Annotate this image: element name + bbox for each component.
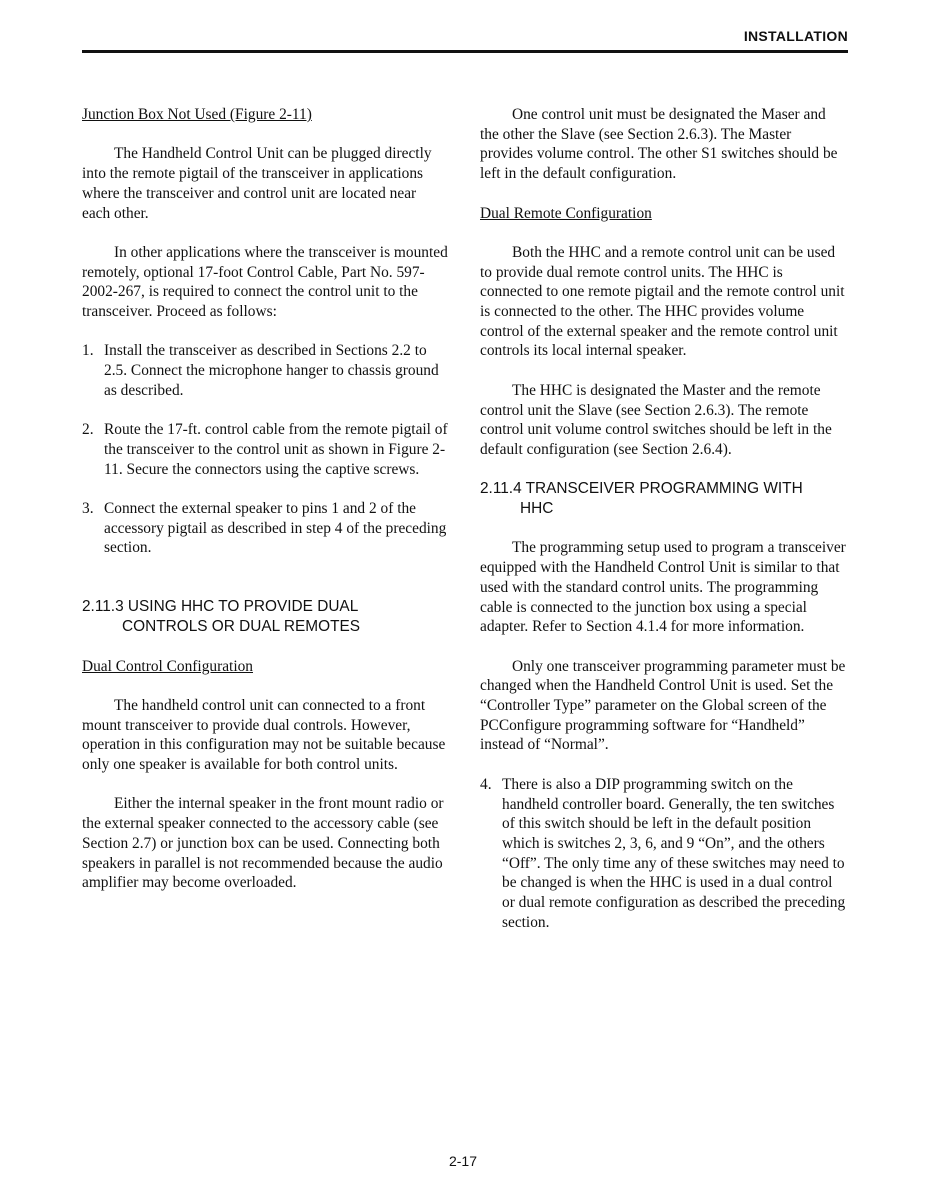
list-item-text: Connect the external speaker to pins 1 and 2 of the accessory pigtail as described in step 4 of the preceding section. — [104, 499, 447, 557]
list-item-text: Install the transceiver as described in Sections 2.2 to 2.5. Connect the microphone hanger to chassis ground as described. — [104, 342, 439, 399]
list-item-number: 4. — [480, 775, 492, 793]
paragraph: Only one transceiver programming parameter must be changed when the Handheld Control Unit is used. Set the “Controller Type” parameter on the Global screen of the PCConfigure programming software for “Handheld” instead of “Normal”. — [480, 657, 846, 754]
list-item-number: 2. — [82, 421, 94, 439]
list-item-text: There is also a DIP programming switch on the handheld controller board. Generally, the ten switches of this switch should be left in the default position which is switches 2, 3, 6, and 9 “On”, and the others “Off”. The only time any of these switches may need to be changed is when the HHC is used in a dual control or dual remote configuration as described the preceding section. — [502, 775, 846, 931]
section-heading-2-11-3 — [82, 597, 448, 636]
list-item — [82, 420, 448, 479]
paragraph: One control unit must be designated the Maser and the other the Slave (see Section 2.6.3). The Master provides volume control. The other S1 switches should be left in the default configuration. — [480, 106, 838, 183]
page-number: 2-17 — [448, 1153, 478, 1169]
procedure-steps — [82, 341, 448, 558]
left-column — [82, 105, 448, 913]
paragraph: Either the internal speaker in the front mount radio or the external speaker connected to the accessory cable (see Section 2.7) or junction box can be used. Connecting both speakers in parallel is not recommended because the audio amplifier may become overloaded. — [82, 795, 444, 892]
list-item-number: 1. — [82, 342, 94, 360]
paragraph: The handheld control unit can connected to a front mount transceiver to provide dual controls. However, operation in this configuration may not be suitable because only one speaker is available for both control units. — [82, 696, 446, 774]
paragraph: The HHC is designated the Master and the remote control unit the Slave (see Section 2.6.3). The remote control unit volume control switches should be left in the default configuration (see Section 2.6.4). — [480, 381, 832, 458]
heading-line: 2.11.4 TRANSCEIVER PROGRAMMING WITH — [480, 480, 803, 498]
page-footer — [0, 1153, 926, 1169]
list-item — [480, 775, 846, 933]
heading-line: CONTROLS OR DUAL REMOTES — [122, 618, 361, 636]
list-item — [82, 499, 448, 558]
list-item-text: Route the 17-ft. control cable from the remote pigtail of the transceiver to the control unit as shown in Figure 2-11. Secure the connectors using the captive screws. — [104, 421, 448, 478]
subheading-dual-remote: Dual Remote Configuration — [480, 204, 652, 222]
list-item — [82, 341, 448, 400]
subheading-junction-box: Junction Box Not Used (Figure 2-11) — [82, 106, 312, 123]
right-column — [480, 105, 846, 952]
header-section-title: INSTALLATION — [743, 28, 848, 44]
paragraph: Both the HHC and a remote control unit can be used to provide dual remote control units. The HHC is connected to one remote pigtail and the remote control unit is connected to the other. The HHC provides volume control of the external speaker and the remote control unit controls its local internal speaker. — [480, 243, 845, 360]
procedure-steps — [480, 775, 846, 933]
list-item-number: 3. — [82, 499, 94, 517]
heading-line: HHC — [520, 500, 554, 517]
subheading-dual-control: Dual Control Configuration — [82, 657, 253, 675]
paragraph: The programming setup used to program a transceiver equipped with the Handheld Control Unit is similar to that used with the standard control units. The programming cable is connected to the junction box using a special adapter. Refer to Section 4.1.4 for more information. — [480, 539, 846, 636]
paragraph: In other applications where the transceiver is mounted remotely, optional 17-foot Control Cable, Part No. 597-2002-267, is required to connect the control unit to the transceiver. Proceed as follows: — [82, 243, 448, 320]
paragraph: The Handheld Control Unit can be plugged directly into the remote pigtail of the transceiver in applications where the transceiver and control unit are located near each other. — [82, 145, 432, 222]
heading-line: 2.11.3 USING HHC TO PROVIDE DUAL — [82, 598, 359, 616]
page-header — [82, 28, 848, 53]
section-heading-2-11-4 — [480, 479, 846, 518]
